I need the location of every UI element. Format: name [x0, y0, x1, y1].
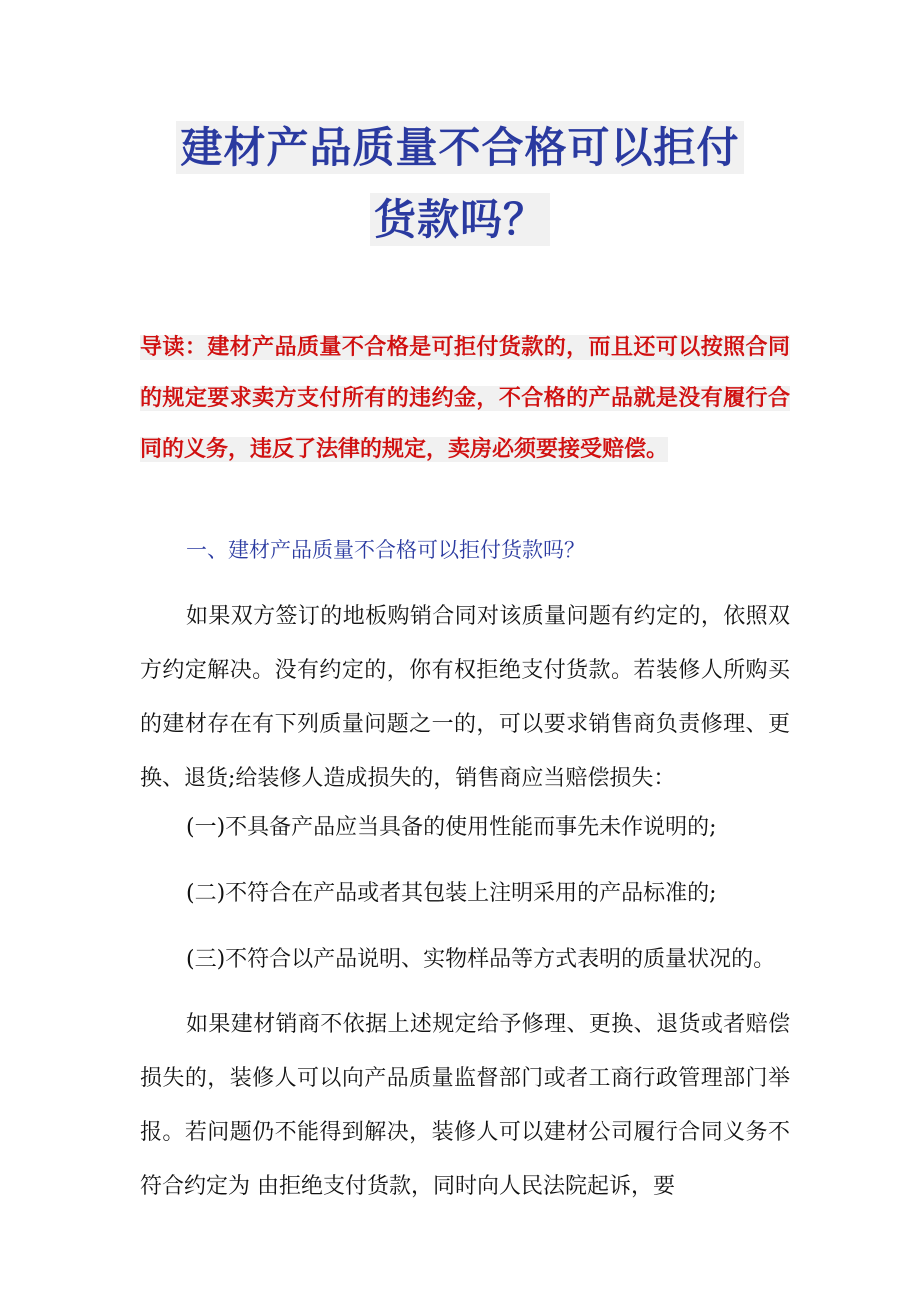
section-heading: 一、建材产品质量不合格可以拒付货款吗？	[186, 538, 585, 562]
body-paragraph-1: 如果双方签订的地板购销合同对该质量问题有约定的，依照双方约定解决。没有约定的，你有权拒绝支付货款。若装修人所购买的建材存在有下列质量问题之一的，可以要求销售商负责修理、更换、退货;给装修人造成损失的，销售商应当赔偿损失：	[140, 604, 790, 791]
list-item-2: (二)不符合在产品或者其包装上注明采用的产品标准的;	[186, 881, 717, 906]
lead-summary	[140, 322, 790, 475]
lead-text: 导读：建材产品质量不合格是可拒付货款的，而且还可以按照合同的规定要求卖方支付所有的违约金，不合格的产品就是没有履行合同的义务，违反了法律的规定，卖房必须要接受赔偿。	[140, 335, 790, 462]
title-text-2: 货款吗？	[370, 193, 550, 246]
title-text-1: 建材产品质量不合格可以拒付	[176, 121, 743, 174]
body-paragraph-2: 如果建材销商不依据上述规定给予修理、更换、退货或者赔偿损失的，装修人可以向产品质量监督部门或者工商行政管理部门举报。若问题仍不能得到解决，装修人可以建材公司履行合同义务不符合约定为 由拒绝支付货款，同时向人民法院起诉，要	[140, 1012, 790, 1199]
document-title-line-2	[0, 192, 920, 248]
list-item-3: (三)不符合以产品说明、实物样品等方式表明的质量状况的。	[186, 947, 776, 972]
document-title-line-1	[0, 120, 920, 176]
list-item-1: (一)不具备产品应当具备的使用性能而事先未作说明的;	[186, 815, 717, 840]
